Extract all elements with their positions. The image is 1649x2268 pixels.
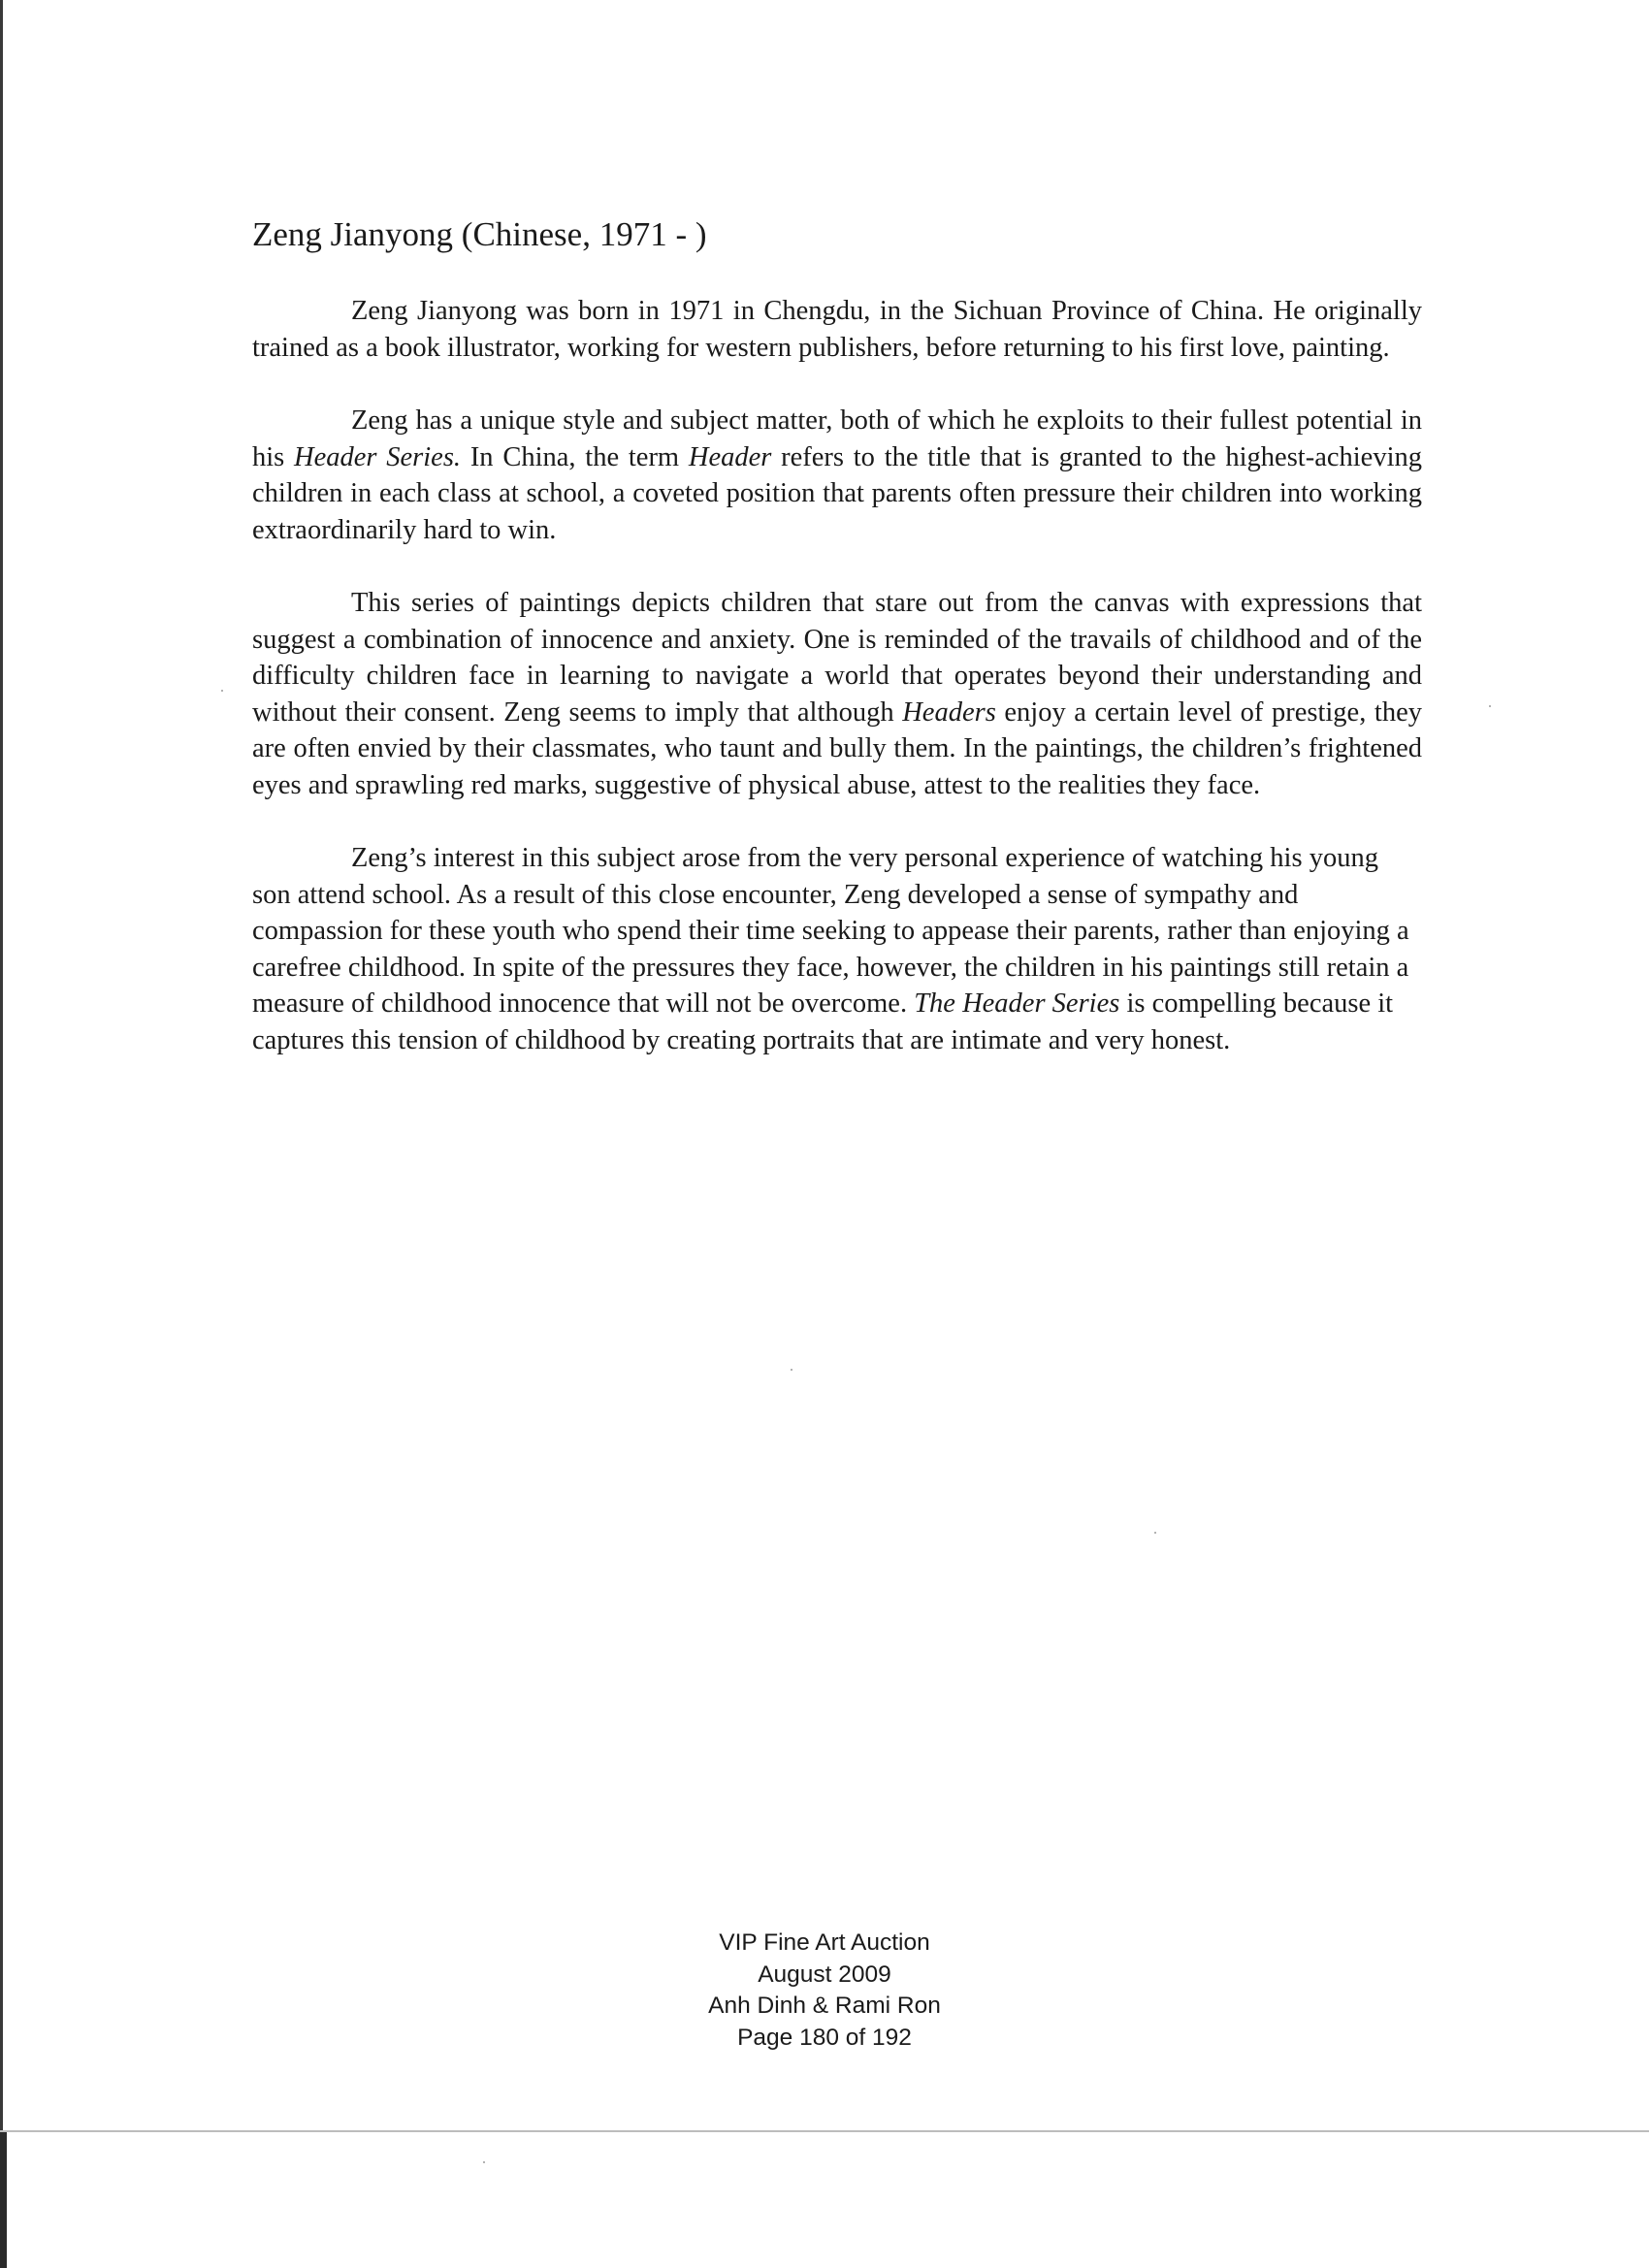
footer-date: August 2009 xyxy=(758,1960,891,1988)
paragraph-text: is compelling because it captures this tension of childhood by creating portraits that are intimate and very honest. xyxy=(252,988,1394,1055)
document-body xyxy=(252,213,1422,1095)
paragraph-text: Zeng Jianyong was born in 1971 in Chengdu, in the Sichuan Province of China. He originally trained as a book illustrator, working for western publishers, before returning to his first love, painting. xyxy=(252,296,1422,363)
body-paragraph xyxy=(252,840,1422,1058)
scan-left-lower-edge xyxy=(0,2132,7,2268)
footer-event: VIP Fine Art Auction xyxy=(719,1929,930,1956)
italic-text: The Header Series xyxy=(914,988,1120,1019)
footer-page-number: Page 180 of 192 xyxy=(737,2024,912,2051)
italic-text: Header Series. xyxy=(294,441,462,472)
paragraph-text: This series of paintings depicts children that stare out from the canvas with expressions that suggest a combination of innocence and anxiety. One is reminded of the travails of childhood and of the difficulty children face in learning to navigate a world that operates beyond their understanding and without their consent. Zeng seems to imply that although xyxy=(252,588,1422,728)
scan-speck xyxy=(1154,1532,1156,1534)
paragraphs xyxy=(252,293,1422,1058)
page-footer xyxy=(0,1928,1649,2054)
paragraph-text: Zeng’s interest in this subject arose from the very personal experience of watching his young son attend school. As a result of this close encounter, Zeng developed a sense of sympathy and compassion for these youth who spend their time seeking to appease their parents, rather than enjoying a carefree childhood. In spite of the pressures they face, however, the children in his paintings still retain a measure of childhood innocence that will not be overcome. xyxy=(252,843,1409,1019)
scan-speck xyxy=(791,1369,792,1371)
scan-speck xyxy=(221,690,223,692)
paragraph-text: enjoy a certain level of prestige, they are often envied by their classmates, who taunt and bully them. In the paintings, the children’s frightened eyes and sprawling red marks, suggestive of physical abuse, attest to the realities they face. xyxy=(252,697,1422,800)
footer-authors: Anh Dinh & Rami Ron xyxy=(708,1993,941,2019)
scan-speck xyxy=(1489,705,1491,707)
body-paragraph xyxy=(252,585,1422,803)
body-paragraph xyxy=(252,403,1422,548)
italic-text: Header xyxy=(688,441,772,472)
paragraph-text: In China, the term xyxy=(461,441,689,472)
scan-bottom-line xyxy=(0,2130,1649,2132)
scan-speck xyxy=(483,2161,485,2163)
paragraph-text: refers to the title that is granted to the highest-achieving children in each class at school, a coveted position that parents often pressure their children into working extraordinarily hard to win. xyxy=(252,441,1422,545)
body-paragraph xyxy=(252,293,1422,366)
paragraph-text: Zeng has a unique style and subject matter, both of which he exploits to their fullest potential in his xyxy=(252,405,1422,472)
italic-text: Headers xyxy=(902,697,996,728)
document-title: Zeng Jianyong (Chinese, 1971 - ) xyxy=(252,215,707,253)
